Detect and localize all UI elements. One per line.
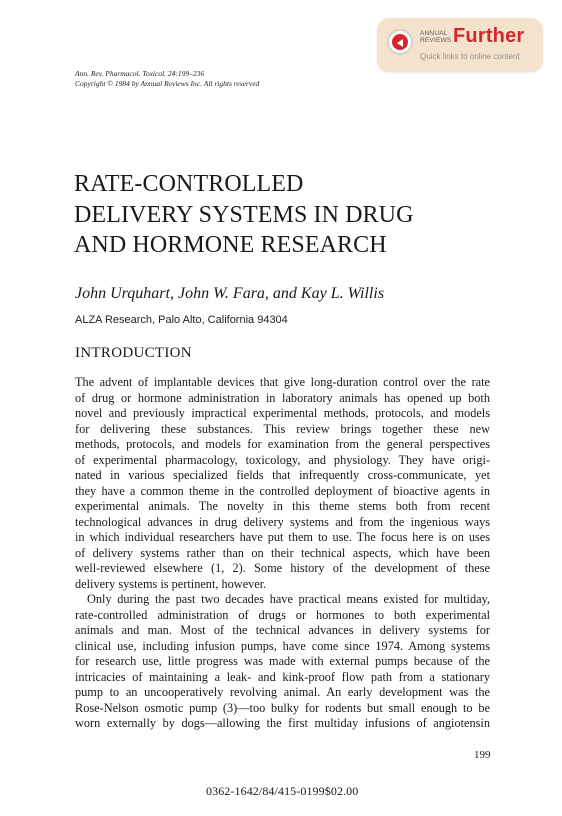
title-line: RATE-CONTROLLED [74, 171, 304, 197]
body-line: clinical use, including infusion pumps, have come since 1974. Among systems [75, 638, 490, 653]
body-text [75, 375, 490, 732]
body-line: pump to an uncooperatively revolving animal. An early development was the [75, 685, 490, 699]
annual-text: ANNUAL [420, 30, 448, 37]
author-list: John Urquhart, John W. Fara, and Kay L. Willis [75, 285, 385, 302]
annual-reviews-further-banner[interactable] [377, 18, 543, 72]
body-line: nated in various specialized fields that infrequently cross-communicate, yet [75, 468, 490, 482]
citation-line-2: Copyright © 1984 by Annual Reviews Inc. All rights reserved [75, 78, 260, 88]
body-line: in which individual researchers have put them to use. The focus here is on uses [75, 530, 490, 544]
body-line: novel and previously impractical experimental methods, protocols, and models [75, 406, 490, 420]
body-line: for research use, little progress was made with external pumps because of the [75, 654, 490, 668]
body-line: they have a common theme in the controlled deployment of bioactive agents in [75, 483, 490, 498]
further-wordmark: Further [453, 25, 525, 47]
citation-line-1: Ann. Rev. Pharmacol. Toxicol. 24:199–236 [75, 69, 205, 78]
further-tagline[interactable]: Quick links to online content [420, 52, 520, 61]
body-line: of experimental pharmacology, toxicology, and physiology. They have origi- [75, 452, 490, 467]
article-title [74, 169, 414, 261]
page-number: 199 [474, 749, 491, 761]
body-line: Rose-Nelson osmotic pump (3)—too bulky for rodents but small enough to be [75, 700, 490, 715]
body-line: intricacies of maintaining a leak- and kink-proof flow path from a stationary [75, 669, 490, 684]
body-line: technological advances in drug delivery systems and from the ingenious ways [75, 514, 490, 529]
author-affiliation: ALZA Research, Palo Alto, California 94304 [75, 314, 288, 326]
body-line: of delivery systems rather than on their technical aspects, which have been [75, 545, 490, 560]
body-line: of drug or hormone administration in laboratory animals has opened up both [75, 390, 490, 405]
body-line: Only during the past two decades have practical means existed for multiday, [87, 592, 490, 606]
section-heading: INTRODUCTION [75, 345, 192, 361]
body-line: worn externally by dogs—allowing the first multiday infusions of angiotensin [75, 716, 490, 730]
annual-reviews-label [420, 30, 451, 44]
body-line: well-reviewed elsewhere (1, 2). Some history of the development of these [75, 561, 490, 575]
journal-citation [75, 69, 259, 88]
body-line: animals and man. Most of the technical advances in delivery systems for [75, 623, 490, 637]
body-line: rate-controlled administration of drugs or hormones to both experimental [75, 607, 490, 622]
body-line: experimental animals. The novelty in this theme stems both from recent [75, 499, 490, 513]
body-line: methods, protocols, and models for examination from the general perspectives [75, 437, 490, 451]
body-line: delivery systems is pertinent, however. [75, 576, 267, 591]
reviews-text: REVIEWS [420, 37, 452, 44]
body-line: for delivering these substances. This review brings together these new [75, 421, 490, 436]
article-code: 0362-1642/84/415-0199$02.00 [206, 784, 359, 798]
play-back-icon [387, 29, 413, 55]
title-line: AND HORMONE RESEARCH [74, 232, 387, 258]
title-line: DELIVERY SYSTEMS IN DRUG [74, 201, 414, 228]
body-line: The advent of implantable devices that give long-duration control over the rate [75, 375, 490, 389]
